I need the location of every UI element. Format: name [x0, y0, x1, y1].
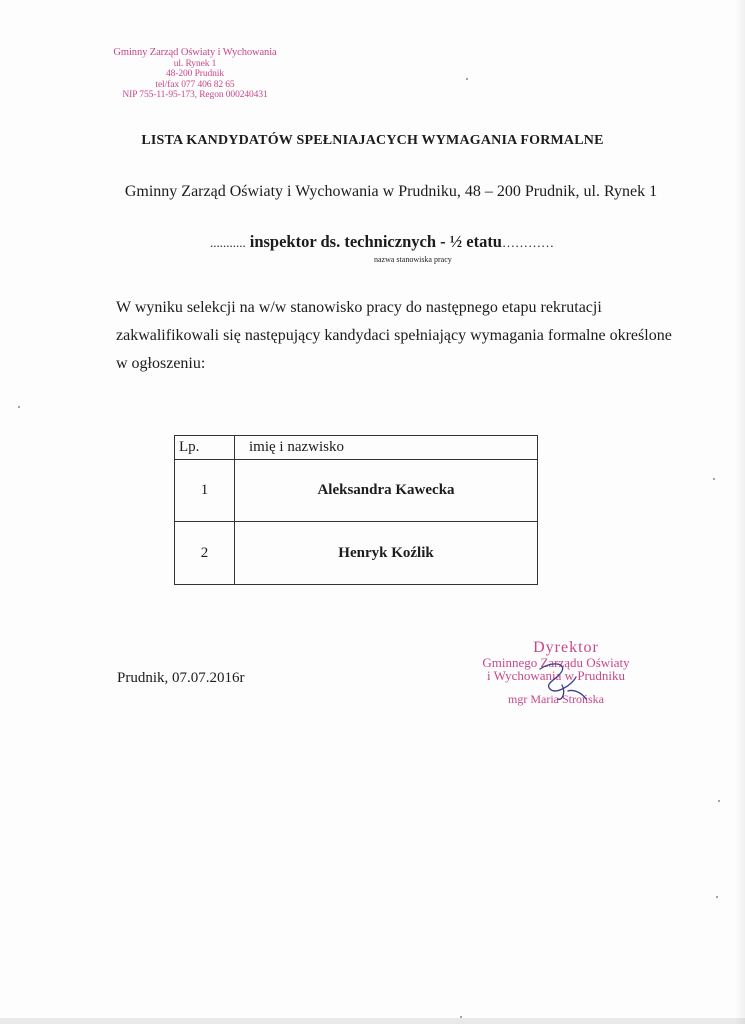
stamp-street: ul. Rynek 1	[173, 58, 217, 69]
paragraph-line-2: zakwalifikowali się następujący kandydaci spełniający wymagania formalne określone	[116, 327, 672, 344]
candidates-table	[174, 435, 538, 585]
header-name: imię i nazwisko	[235, 436, 538, 460]
scan-edge-right	[735, 0, 745, 1024]
scan-edge-bottom	[0, 1018, 745, 1024]
document-title: LISTA KANDYDATÓW SPEŁNIAJACYCH WYMAGANIA FORMALNE	[141, 133, 604, 148]
position-dots-right: …………	[502, 235, 554, 250]
table-header-row	[175, 436, 538, 460]
table-row	[175, 522, 538, 585]
stamp-director-line-2: i Wychowania w Prudniku	[487, 668, 625, 683]
stamp-tax-ids: NIP 755-11-95-173, Regon 000240431	[122, 90, 268, 100]
row-name: Aleksandra Kawecka	[235, 460, 538, 522]
body-paragraph	[116, 294, 686, 378]
paragraph-line-3: w ogłoszeniu:	[116, 355, 206, 372]
header-lp: Lp.	[175, 436, 235, 460]
row-lp: 2	[175, 522, 235, 585]
position-title: inspektor ds. technicznych - ½ etatu	[249, 232, 502, 251]
position-line	[210, 232, 554, 252]
row-lp: 1	[175, 460, 235, 522]
table-row	[175, 460, 538, 522]
position-dots-left: ...........	[210, 235, 246, 250]
institution-stamp	[100, 48, 290, 101]
stamp-director-title: Dyrektor	[533, 639, 599, 656]
document-subtitle: Gminny Zarząd Oświaty i Wychowania w Prudniku, 48 – 200 Prudnik, ul. Rynek 1	[124, 183, 658, 200]
row-name: Henryk Koźlik	[235, 522, 538, 585]
handwritten-signature	[532, 655, 592, 705]
stamp-institution-name: Gminny Zarząd Oświaty i Wychowania	[113, 47, 277, 58]
paragraph-line-1: W wyniku selekcji na w/w stanowisko pracy do następnego etapu rekrutacji	[116, 299, 602, 316]
stamp-director-line-1: Gminnego Zarządu Oświaty	[482, 655, 630, 670]
position-caption: nazwa stanowiska pracy	[374, 255, 452, 264]
stamp-phone: tel/fax 077 406 82 65	[155, 79, 235, 90]
place-and-date: Prudnik, 07.07.2016r	[117, 670, 245, 686]
stamp-director-name: mgr Maria Strońska	[508, 692, 604, 706]
stamp-postal-code: 48-200 Prudnik	[166, 69, 224, 79]
